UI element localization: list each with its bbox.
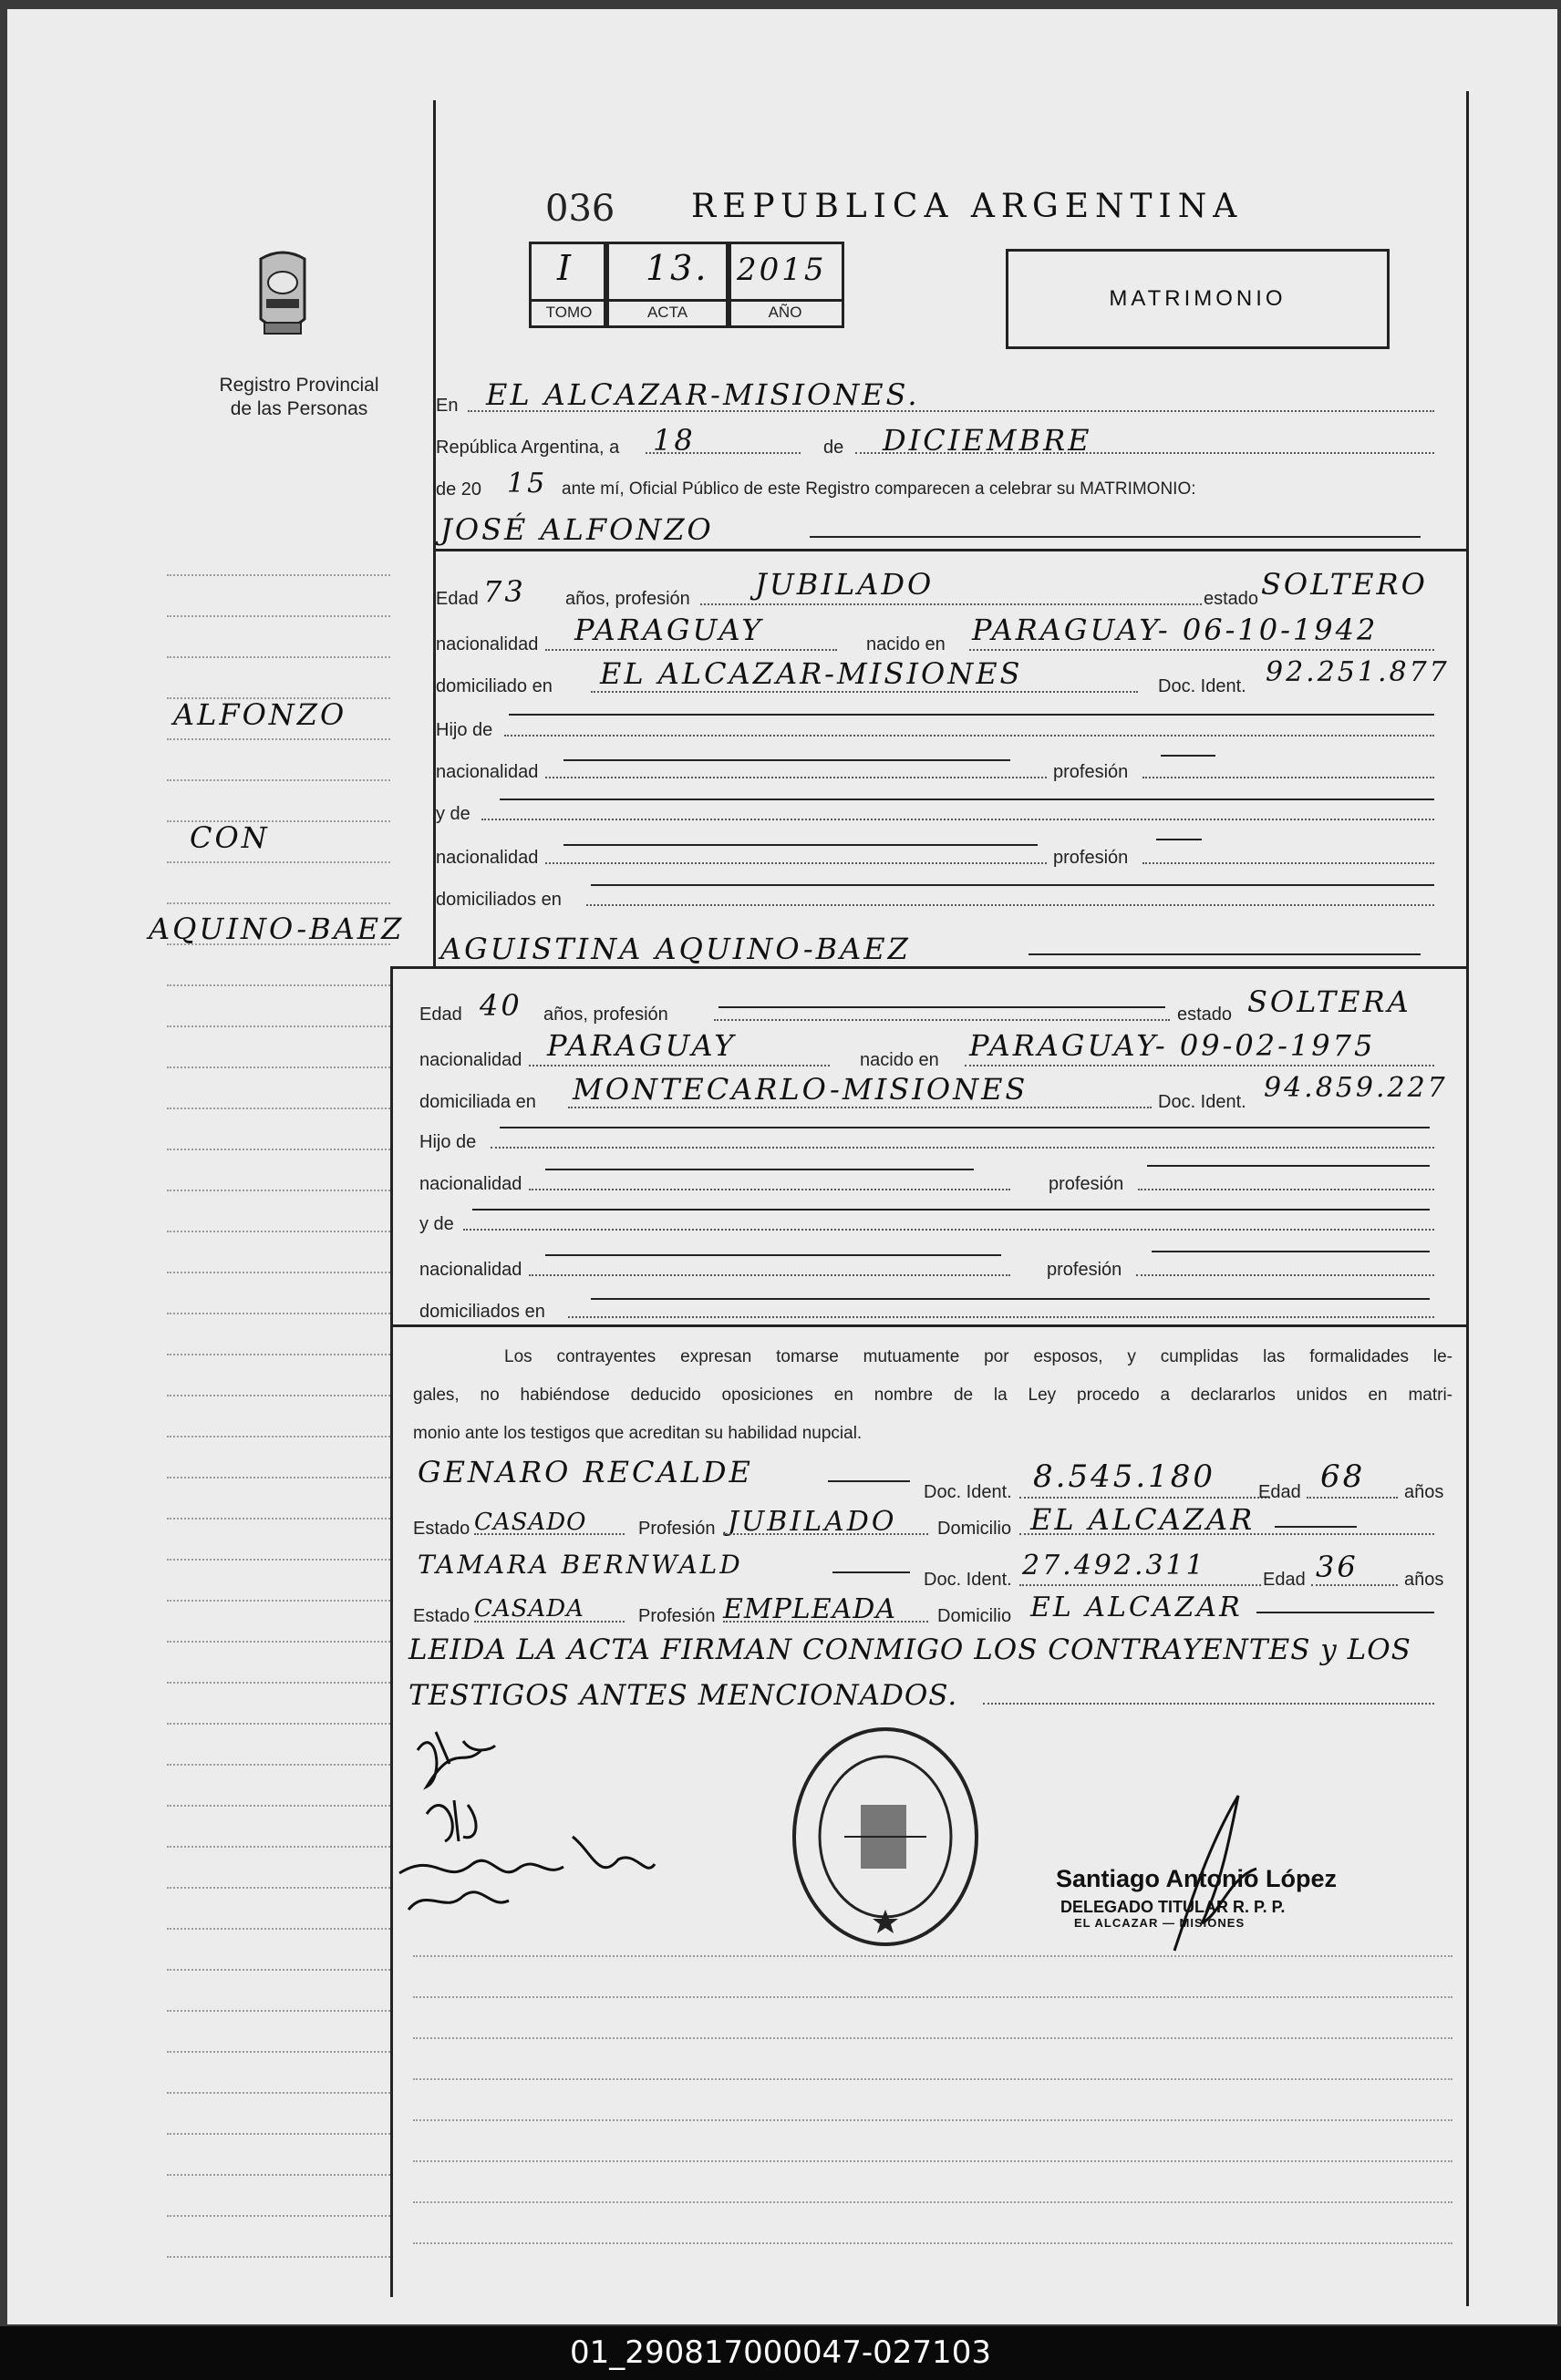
bride-anios-label: años, profesión	[543, 1005, 668, 1025]
witness1-domicilio-label: Domicilio	[937, 1519, 1012, 1539]
bride-nacionalidad-label: nacionalidad	[419, 1050, 522, 1070]
witness1-status: CASADO	[474, 1509, 587, 1536]
groom-name: JOSÉ ALFONZO	[440, 512, 714, 547]
groom-anios-label: años, profesión	[565, 589, 690, 609]
acta-label: ACTA	[646, 304, 688, 321]
witness2-doc-label: Doc. Ident.	[924, 1570, 1012, 1590]
intro-sentence: ante mí, Oficial Público de este Registro comparecen a celebrar su MATRIMONIO:	[562, 479, 1196, 499]
bride-mother-nac-label: nacionalidad	[419, 1260, 522, 1280]
witness2-doc: 27.492.311	[1022, 1550, 1206, 1582]
bride-domiciliada-label: domiciliada en	[419, 1092, 536, 1112]
groom-father-nac-label: nacionalidad	[436, 762, 539, 782]
margin-surname-2: AQUINO-BAEZ	[149, 912, 405, 946]
registry-name: Registro Provincial de las Personas	[219, 375, 379, 419]
witness1-doc-label: Doc. Ident.	[924, 1482, 1012, 1502]
bride-hijo-label: Hijo de	[419, 1132, 477, 1152]
witness1-profesion-label: Profesión	[638, 1519, 716, 1539]
country-title: REPUBLICA ARGENTINA	[691, 188, 1244, 225]
witness2-anios-label: años	[1404, 1570, 1444, 1590]
groom-nationality: PARAGUAY	[574, 613, 764, 647]
official-place: EL ALCAZAR — MISIONES	[1074, 1916, 1246, 1930]
groom-edad-label: Edad	[436, 589, 479, 609]
declaration-line-1: Los contrayentes expresan tomarse mutuamente por esposos, y cumplidas las formalidades le-	[504, 1347, 1452, 1366]
page-number: 036	[545, 188, 615, 230]
witness1-address: EL ALCAZAR	[1030, 1502, 1256, 1537]
witness2-profesion-label: Profesión	[638, 1606, 716, 1626]
bride-name: AGUISTINA AQUINO-BAEZ	[440, 932, 911, 966]
witness1-profession: JUBILADO	[728, 1506, 897, 1538]
provincial-emblem	[255, 246, 310, 351]
anio-label: AÑO	[768, 304, 802, 321]
divider-bride	[390, 966, 1466, 969]
closing-line-2: TESTIGOS ANTES MENCIONADOS.	[408, 1679, 958, 1712]
month-value: DICIEMBRE	[883, 423, 1092, 458]
groom-address: EL ALCAZAR-MISIONES	[600, 656, 1023, 691]
left-frame-line-lower	[390, 966, 393, 2297]
witness1-name: GENARO RECALDE	[418, 1455, 753, 1489]
witness2-status: CASADA	[474, 1595, 584, 1623]
de-label: de	[823, 438, 844, 458]
official-title: DELEGADO TITULAR R. P. P.	[1060, 1898, 1286, 1916]
groom-status: SOLTERO	[1261, 567, 1428, 602]
groom-doc: 92.251.877	[1266, 656, 1450, 688]
republica-label: República Argentina, a	[436, 438, 620, 458]
bride-nationality: PARAGUAY	[547, 1028, 737, 1063]
witness1-edad-label: Edad	[1258, 1482, 1301, 1502]
bride-mother-prof-label: profesión	[1047, 1260, 1122, 1280]
declaration-line-3: monio ante los testigos que acreditan su habilidad nupcial.	[413, 1424, 863, 1443]
bride-birth: PARAGUAY- 09-02-1975	[969, 1028, 1376, 1063]
groom-age: 73	[483, 574, 526, 609]
year-prefix: de 20	[436, 479, 482, 500]
official-seal	[790, 1723, 981, 1955]
bride-age: 40	[480, 988, 522, 1023]
bride-doc-label: Doc. Ident.	[1158, 1092, 1246, 1112]
witness1-anios-label: años	[1404, 1482, 1444, 1502]
groom-father-prof-label: profesión	[1053, 762, 1129, 782]
groom-birth: PARAGUAY- 06-10-1942	[972, 613, 1379, 647]
groom-mother-nac-label: nacionalidad	[436, 848, 539, 868]
act-type-box: MATRIMONIO	[1006, 249, 1390, 349]
groom-mother-prof-label: profesión	[1053, 848, 1129, 868]
anio-value: 2015	[737, 252, 827, 288]
divider-declaration	[390, 1324, 1466, 1327]
groom-domiciliados-label: domiciliados en	[436, 890, 562, 910]
bride-address: MONTECARLO-MISIONES	[573, 1072, 1029, 1107]
tomo-label: TOMO	[545, 304, 593, 321]
official-name: Santiago Antonio López	[1056, 1865, 1337, 1892]
right-frame-line	[1466, 91, 1469, 2306]
bride-doc: 94.859.227	[1264, 1072, 1448, 1104]
groom-profession: JUBILADO	[755, 567, 935, 602]
bride-yde-label: y de	[419, 1214, 454, 1234]
left-frame-line	[433, 100, 436, 966]
witness1-doc: 8.545.180	[1033, 1458, 1216, 1495]
certificate-page	[7, 9, 1557, 2324]
witness1-estado-label: Estado	[413, 1519, 470, 1539]
en-label: En	[436, 396, 459, 416]
witness2-domicilio-label: Domicilio	[937, 1606, 1012, 1626]
bride-nacido-label: nacido en	[860, 1050, 939, 1070]
bride-father-nac-label: nacionalidad	[419, 1174, 522, 1194]
closing-line-1: LEIDA LA ACTA FIRMAN CONMIGO LOS CONTRAYENTES y LOS	[408, 1633, 1411, 1666]
groom-nacionalidad-label: nacionalidad	[436, 634, 539, 654]
place-value: EL ALCAZAR-MISIONES.	[486, 377, 920, 412]
footer-code: 01_290817000047-027103	[0, 2326, 1561, 2380]
groom-doc-label: Doc. Ident.	[1158, 676, 1246, 696]
bride-domiciliados-label: domiciliados en	[419, 1302, 545, 1322]
witness2-profession: EMPLEADA	[723, 1593, 897, 1625]
groom-nacido-label: nacido en	[866, 634, 946, 654]
divider-groom	[433, 549, 1466, 551]
bride-estado-label: estado	[1177, 1005, 1233, 1025]
witness2-name: TAMARA BERNWALD	[418, 1550, 743, 1580]
witness1-age: 68	[1320, 1458, 1366, 1495]
groom-estado-label: estado	[1204, 589, 1259, 609]
acta-value: 13.	[646, 248, 709, 288]
groom-yde-label: y de	[436, 804, 470, 824]
witness2-age: 36	[1316, 1550, 1359, 1584]
bride-edad-label: Edad	[419, 1005, 462, 1025]
bride-status: SOLTERA	[1247, 984, 1411, 1019]
day-value: 18	[653, 423, 696, 458]
declaration-line-2: gales, no habiéndose deducido oposiciones en nombre de la Ley procedo a declararlos unidos en matri-	[413, 1386, 1452, 1405]
year-suffix: 15	[507, 468, 548, 500]
witness2-estado-label: Estado	[413, 1606, 470, 1626]
groom-domiciliado-label: domiciliado en	[436, 676, 553, 696]
witness2-edad-label: Edad	[1263, 1570, 1306, 1590]
margin-surname-1: ALFONZO	[173, 697, 347, 732]
tomo-value: I	[557, 248, 574, 288]
margin-con: CON	[190, 820, 270, 855]
bride-father-prof-label: profesión	[1049, 1174, 1124, 1194]
groom-hijo-label: Hijo de	[436, 720, 493, 740]
witness2-address: EL ALCAZAR	[1030, 1592, 1243, 1623]
